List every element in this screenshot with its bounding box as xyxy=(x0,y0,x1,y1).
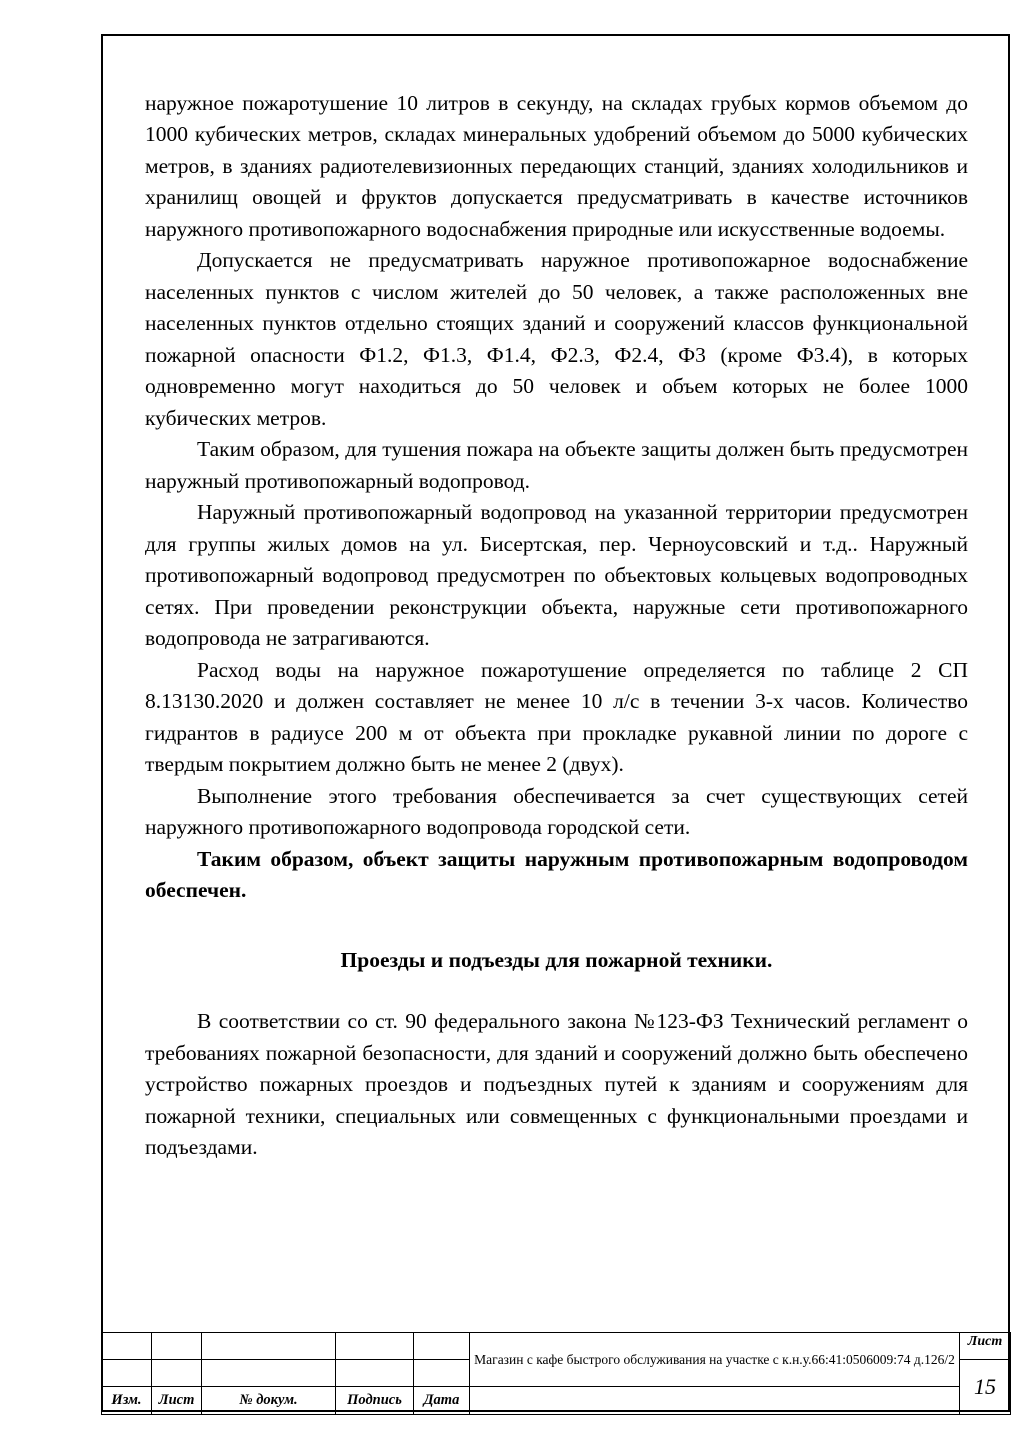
paragraph-6: Выполнение этого требования обеспечивается за счет существующих сетей наружного противопожарного водопровода городской сети. xyxy=(145,783,968,840)
stamp-cell-blank xyxy=(336,1333,414,1360)
stamp-sheet-label: Лист xyxy=(960,1333,1011,1360)
title-block-stamp xyxy=(101,1332,1010,1414)
paragraph-1: наружное пожаротушение 10 литров в секунду, на складах грубых кормов объемом до 1000 кубических метров, складах минеральных удобрений объемом до 5000 кубических метров, в зданиях радиотелевизионных передающих станций, зданиях холодильников и хранилищ овощей и фруктов допускается предусматривать в качестве источников наружного противопожарного водоснабжения природные или искусственные водоемы. xyxy=(145,91,968,241)
spacer xyxy=(145,976,968,1006)
stamp-header-podpis: Подпись xyxy=(336,1387,414,1415)
stamp-cell-blank xyxy=(414,1360,470,1387)
paragraph-8: В соответствии со ст. 90 федерального закона №123-ФЗ Технический регламент о требованиях пожарной безопасности, для зданий и сооружений должно быть обеспечено устройство пожарных проездов и подъездных путей к зданиям и сооружениям для пожарной техники, специальных или совмещенных с функциональными проездами и подъездами. xyxy=(145,1009,968,1160)
document-body xyxy=(145,88,968,1164)
stamp-cell-blank xyxy=(336,1360,414,1387)
paragraph-5: Расход воды на наружное пожаротушение определяется по таблице 2 СП 8.13130.2020 и должен составляет не менее 10 л/с в течении 3-х часов. Количество гидрантов в радиусе 200 м от объекта при прокладке рукавной линии по дороге с твердым покрытием должно быть не менее 2 (двух). xyxy=(145,657,968,777)
stamp-header-data: Дата xyxy=(414,1387,470,1415)
stamp-header-doc: № докум. xyxy=(202,1387,336,1415)
section-heading: Проезды и подъезды для пожарной техники. xyxy=(340,947,773,972)
spacer xyxy=(145,907,968,945)
stamp-cell-blank xyxy=(102,1360,152,1387)
paragraph-2: Допускается не предусматривать наружное противопожарное водоснабжение населенных пунктов с числом жителей до 50 человек, а также расположенных вне населенных пунктов отдельно стоящих зданий и сооружений классов функциональной пожарной опасности Ф1.2, Ф1.3, Ф1.4, Ф2.3, Ф2.4, Ф3 (кроме Ф3.4), в которых одновременно могут находиться до 50 человек и объем которых не более 1000 кубических метров. xyxy=(145,248,968,430)
stamp-page-number: 15 xyxy=(960,1360,1011,1415)
paragraph-3: Таким образом, для тушения пожара на объекте защиты должен быть предусмотрен наружный противопожарный водопровод. xyxy=(145,437,968,493)
stamp-header-izm: Изм. xyxy=(102,1387,152,1415)
stamp-cell-blank xyxy=(152,1333,202,1360)
stamp-project-title: Магазин с кафе быстрого обслуживания на участке с к.н.у.66:41:0506009:74 д.126/2 xyxy=(470,1333,960,1387)
stamp-cell-blank xyxy=(470,1387,960,1415)
stamp-cell-blank xyxy=(414,1333,470,1360)
stamp-cell-blank xyxy=(202,1333,336,1360)
stamp-header-list: Лист xyxy=(152,1387,202,1415)
stamp-cell-blank xyxy=(152,1360,202,1387)
stamp-cell-blank xyxy=(202,1360,336,1387)
paragraph-7-conclusion: Таким образом, объект защиты наружным противопожарным водопроводом обеспечен. xyxy=(145,846,968,903)
paragraph-4: Наружный противопожарный водопровод на указанной территории предусмотрен для группы жилых домов на ул. Бисертская, пер. Черноусовский и т.д.. Наружный противопожарный водопровод предусмотрен по объектовых кольцевых водопроводных сетях. При проведении реконструкции объекта, наружные сети противопожарного водопровода не затрагиваются. xyxy=(145,500,968,651)
stamp-cell-blank xyxy=(102,1333,152,1360)
